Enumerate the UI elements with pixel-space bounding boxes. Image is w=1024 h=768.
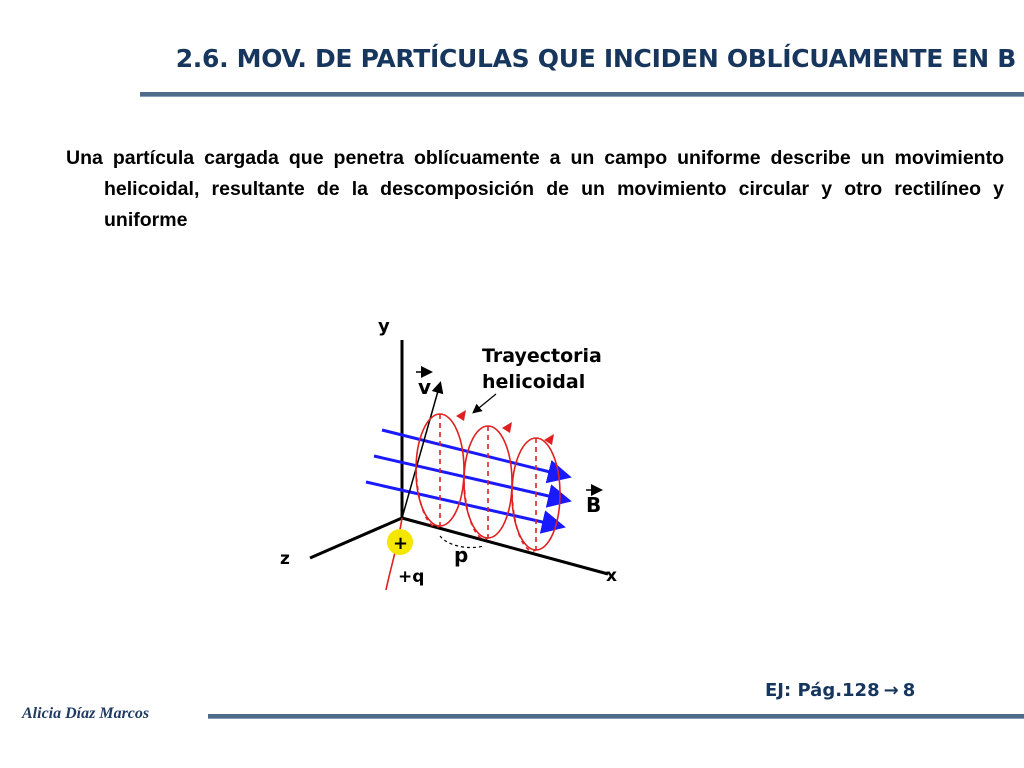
helix-direction-arrows	[456, 410, 554, 445]
trajectory-label-line1: Trayectoria	[482, 345, 602, 367]
trajectory-pointer	[474, 394, 496, 412]
axis-x-label: x	[606, 566, 617, 586]
velocity-label: v	[418, 375, 432, 399]
trajectory-label-line2: helicoidal	[482, 371, 586, 393]
title-divider	[140, 92, 1024, 97]
axis-y-label: y	[378, 316, 390, 337]
field-label: B	[586, 493, 602, 517]
helical-motion-diagram	[270, 300, 630, 600]
charge-sign: +	[393, 533, 409, 554]
footer-divider	[208, 714, 1024, 719]
exercise-reference	[765, 680, 915, 701]
author-name: Alicia Díaz Marcos	[22, 705, 150, 722]
pitch-label: p	[454, 543, 469, 567]
right-arrow-icon: →	[883, 680, 899, 701]
charge-label: +q	[398, 567, 425, 587]
axis-z-label: z	[280, 549, 290, 569]
exercise-number: 8	[902, 680, 916, 701]
exercise-text: EJ: Pág.128	[765, 680, 880, 701]
helix-trajectory	[386, 414, 560, 590]
slide-title: 2.6. MOV. DE PARTÍCULAS QUE INCIDEN OBLÍCUAMENTE EN B	[175, 44, 1016, 73]
body-paragraph: Una partícula cargada que penetra oblícuamente a un campo uniforme describe un movimiento helicoidal, resultante de la descomposición de un movimiento circular y otro rectilíneo y uniforme	[66, 147, 1004, 231]
